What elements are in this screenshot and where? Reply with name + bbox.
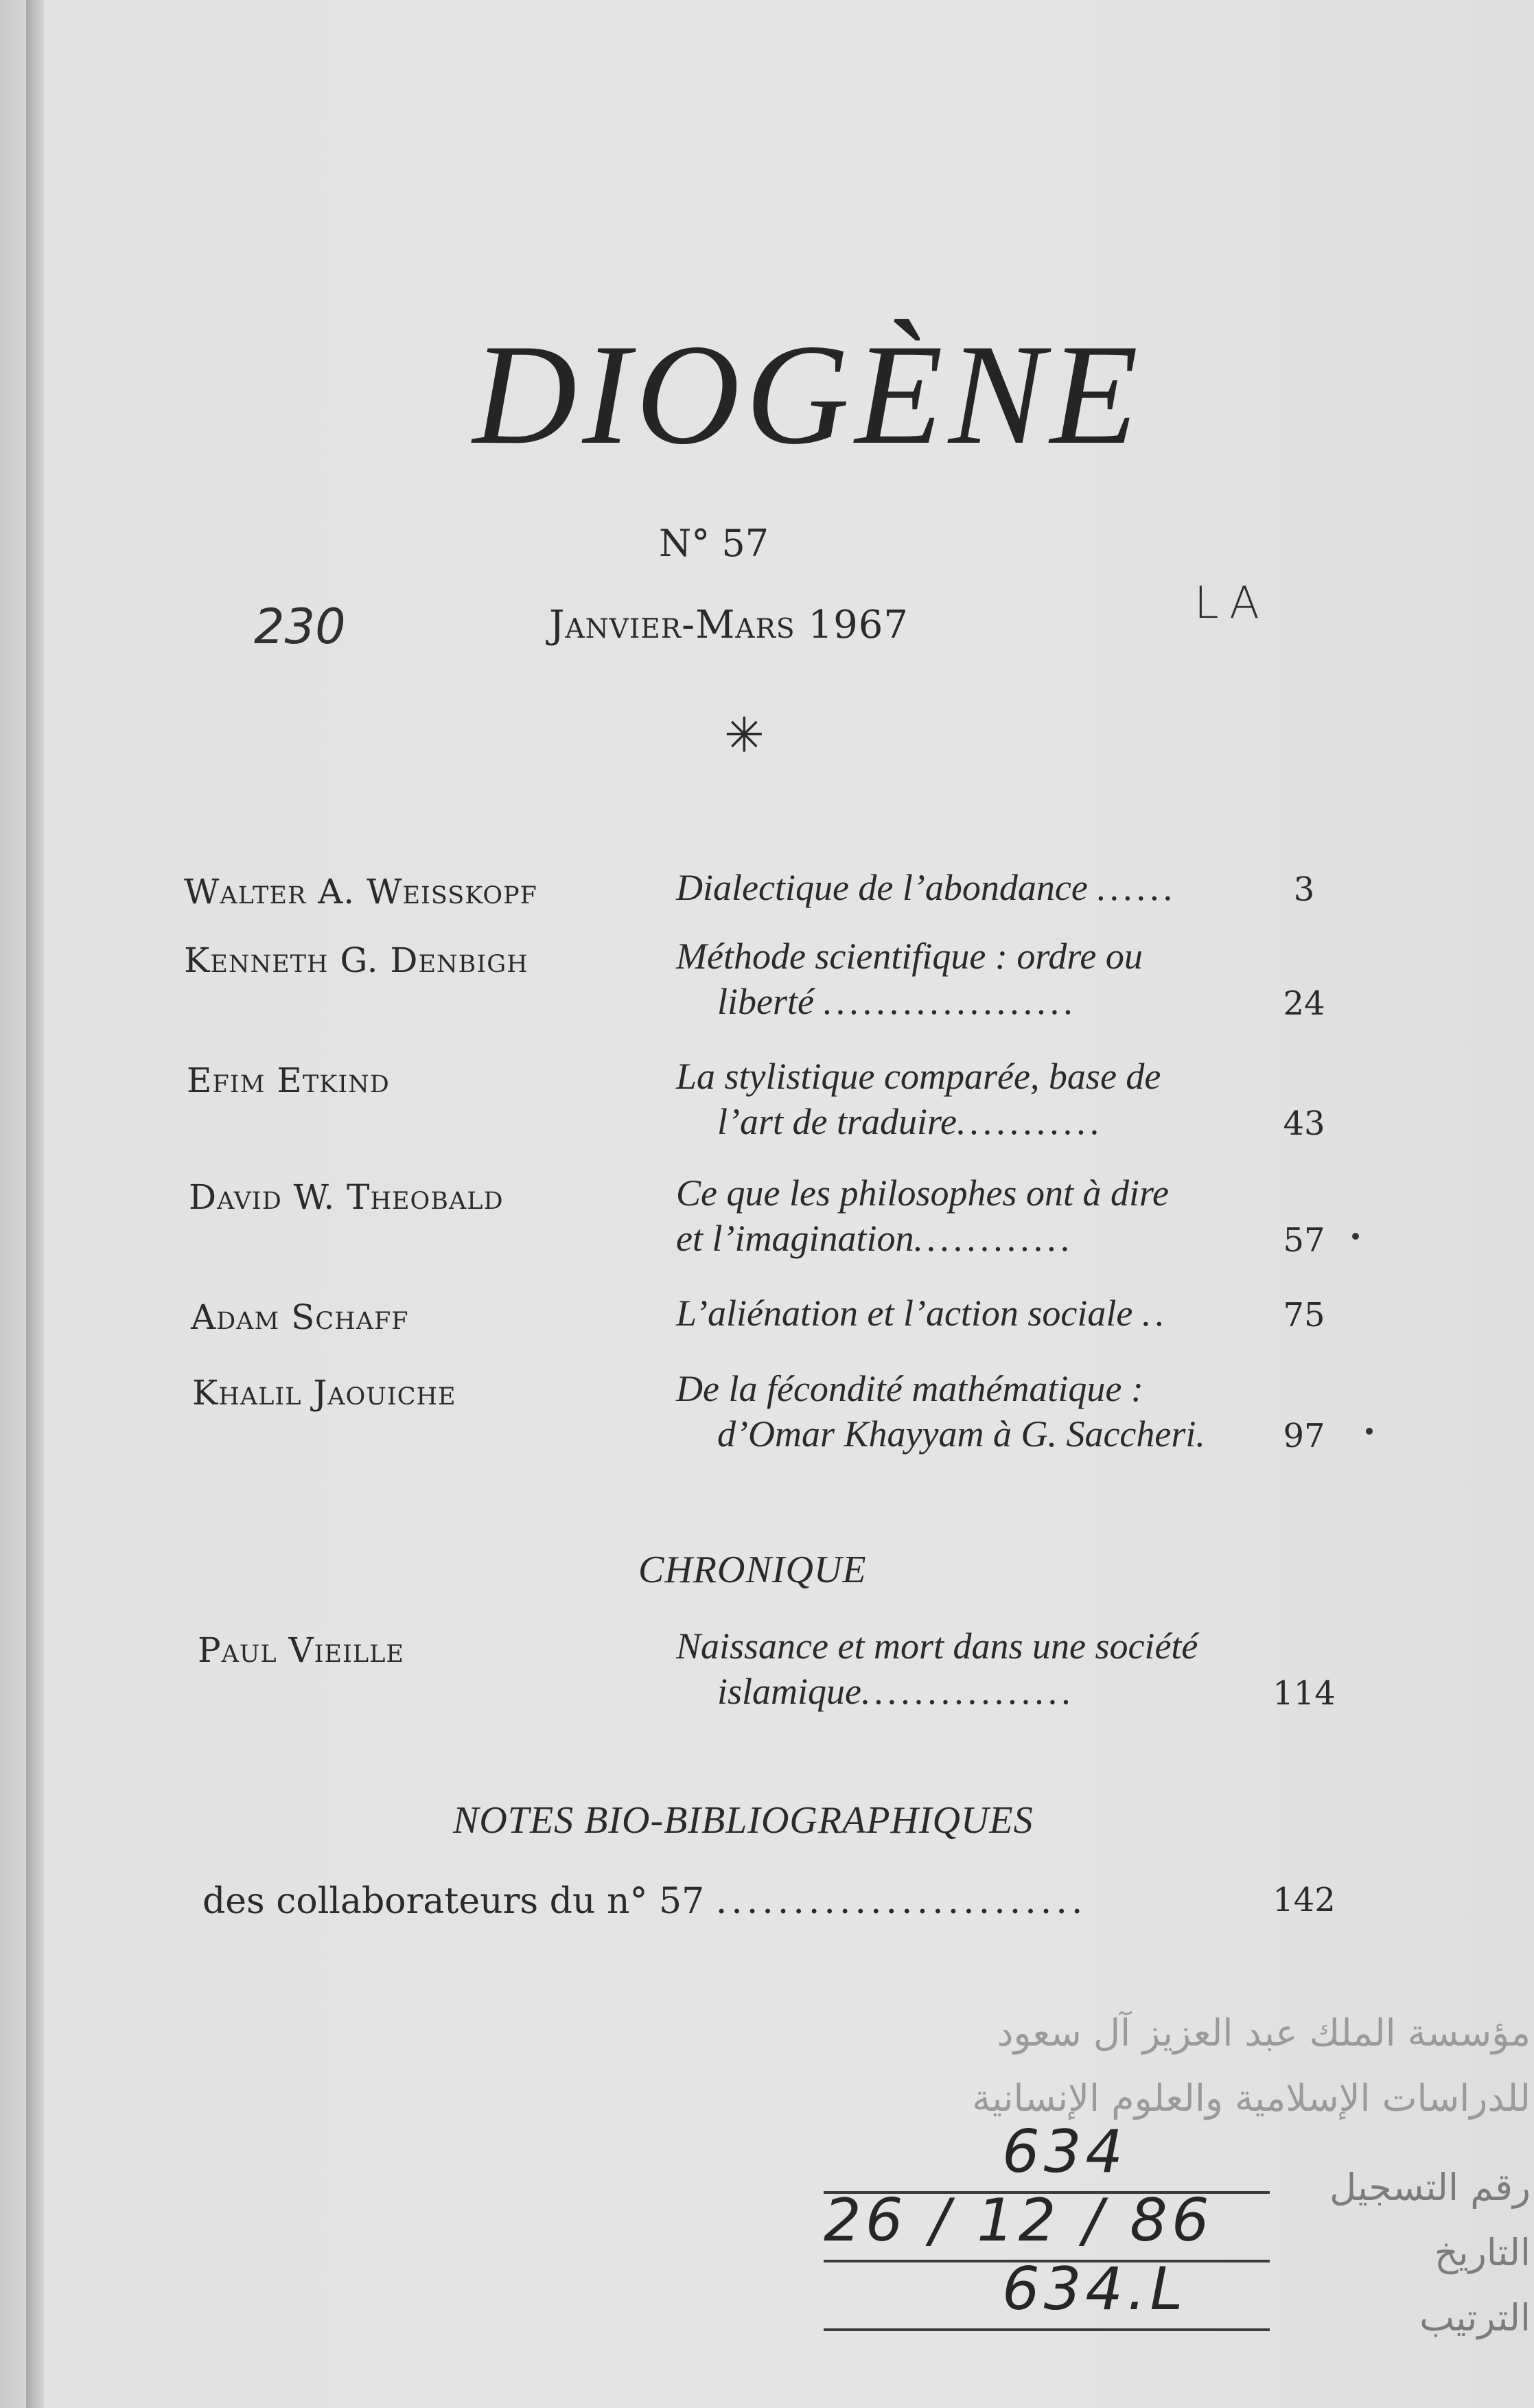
article-title [676,934,1225,1024]
page-number: 97 [1283,1417,1325,1455]
stamp-label: الترتيب [1419,2296,1531,2339]
issue-date: Janvier-Mars 1967 [549,603,909,647]
stamp-value: 634 [1002,2118,1128,2186]
pencil-mark [1366,1428,1373,1435]
leader-dots: ............ [914,1218,1075,1259]
stamp-rule [824,2328,1270,2331]
stamp-value: 634.L [1002,2255,1187,2324]
article-title [676,1366,1225,1457]
section-heading-notes: NOTES BIO-BIBLIOGRAPHIQUES [453,1799,1034,1842]
author-name: Khalil Jaouiche [192,1373,456,1413]
leader-dots: ................... [823,981,1078,1022]
title-line: Naissance et mort dans une société [676,1625,1198,1667]
stamp-label: التاريخ [1434,2231,1531,2274]
page-number: 3 [1293,870,1315,909]
page-number: 43 [1283,1104,1325,1143]
page-number: 142 [1272,1881,1336,1919]
pencil-mark [1352,1233,1359,1240]
leader-dots: .. [1141,1293,1169,1334]
handwritten-note-left: 230 [254,599,346,655]
separator-star: ✳ [724,707,765,763]
title-line: et l’imagination [676,1218,914,1259]
title-line: liberté [717,981,814,1022]
author-name: Walter A. Weisskopf [184,872,537,912]
article-title [676,1290,1225,1336]
title-line: Ce que les philosophes ont à dire [676,1172,1169,1214]
stamp-label: رقم التسجيل [1329,2166,1531,2209]
title-line: L’aliénation et l’action sociale [676,1293,1133,1334]
author-name: Paul Vieille [198,1630,404,1670]
section-heading-chronique: CHRONIQUE [638,1549,867,1591]
article-title [676,1054,1225,1144]
article-title [676,1623,1225,1714]
leader-dots: ........... [956,1101,1104,1142]
title-line: La stylistique comparée, base de [676,1056,1161,1097]
page-number: 114 [1272,1674,1336,1713]
author-name: Kenneth G. Denbigh [184,940,528,980]
author-name: Efim Etkind [187,1061,390,1100]
page-number: 57 [1283,1221,1325,1260]
author-name: Adam Schaff [191,1297,409,1337]
page-number: 75 [1283,1296,1325,1334]
title-line: l’art de traduire [717,1101,957,1142]
title-line: Méthode scientifique : ordre ou [676,936,1143,977]
issue-number: N° 57 [659,522,769,565]
leader-dots: ........................ [715,1881,1087,1922]
leader-dots: ...... [1097,867,1178,908]
handwritten-note-right: LA [1194,578,1269,629]
leader-dots: ................ [861,1671,1076,1712]
stamp-value: 26 / 12 / 86 [824,2186,1213,2255]
notes-text: des collaborateurs du n° 57 [202,1881,705,1922]
article-title [676,1170,1225,1261]
stamp-institution-line: مؤسسة الملك عبد العزيز آل سعود [997,2011,1531,2054]
library-stamp [803,2011,1531,2368]
title-line: islamique [717,1671,861,1712]
title-line: Dialectique de l’abondance [676,867,1088,908]
title-line: De la fécondité mathématique : [676,1368,1143,1409]
author-name: David W. Theobald [189,1177,504,1217]
notes-entry [202,1881,1086,1922]
article-title [676,865,1225,910]
title-line: d’Omar Khayyam à G. Saccheri. [717,1413,1205,1455]
page-number: 24 [1283,984,1325,1023]
journal-title: DIOGÈNE [472,315,1144,474]
stamp-institution-line: للدراسات الإسلامية والعلوم الإنسانية [972,2076,1531,2120]
